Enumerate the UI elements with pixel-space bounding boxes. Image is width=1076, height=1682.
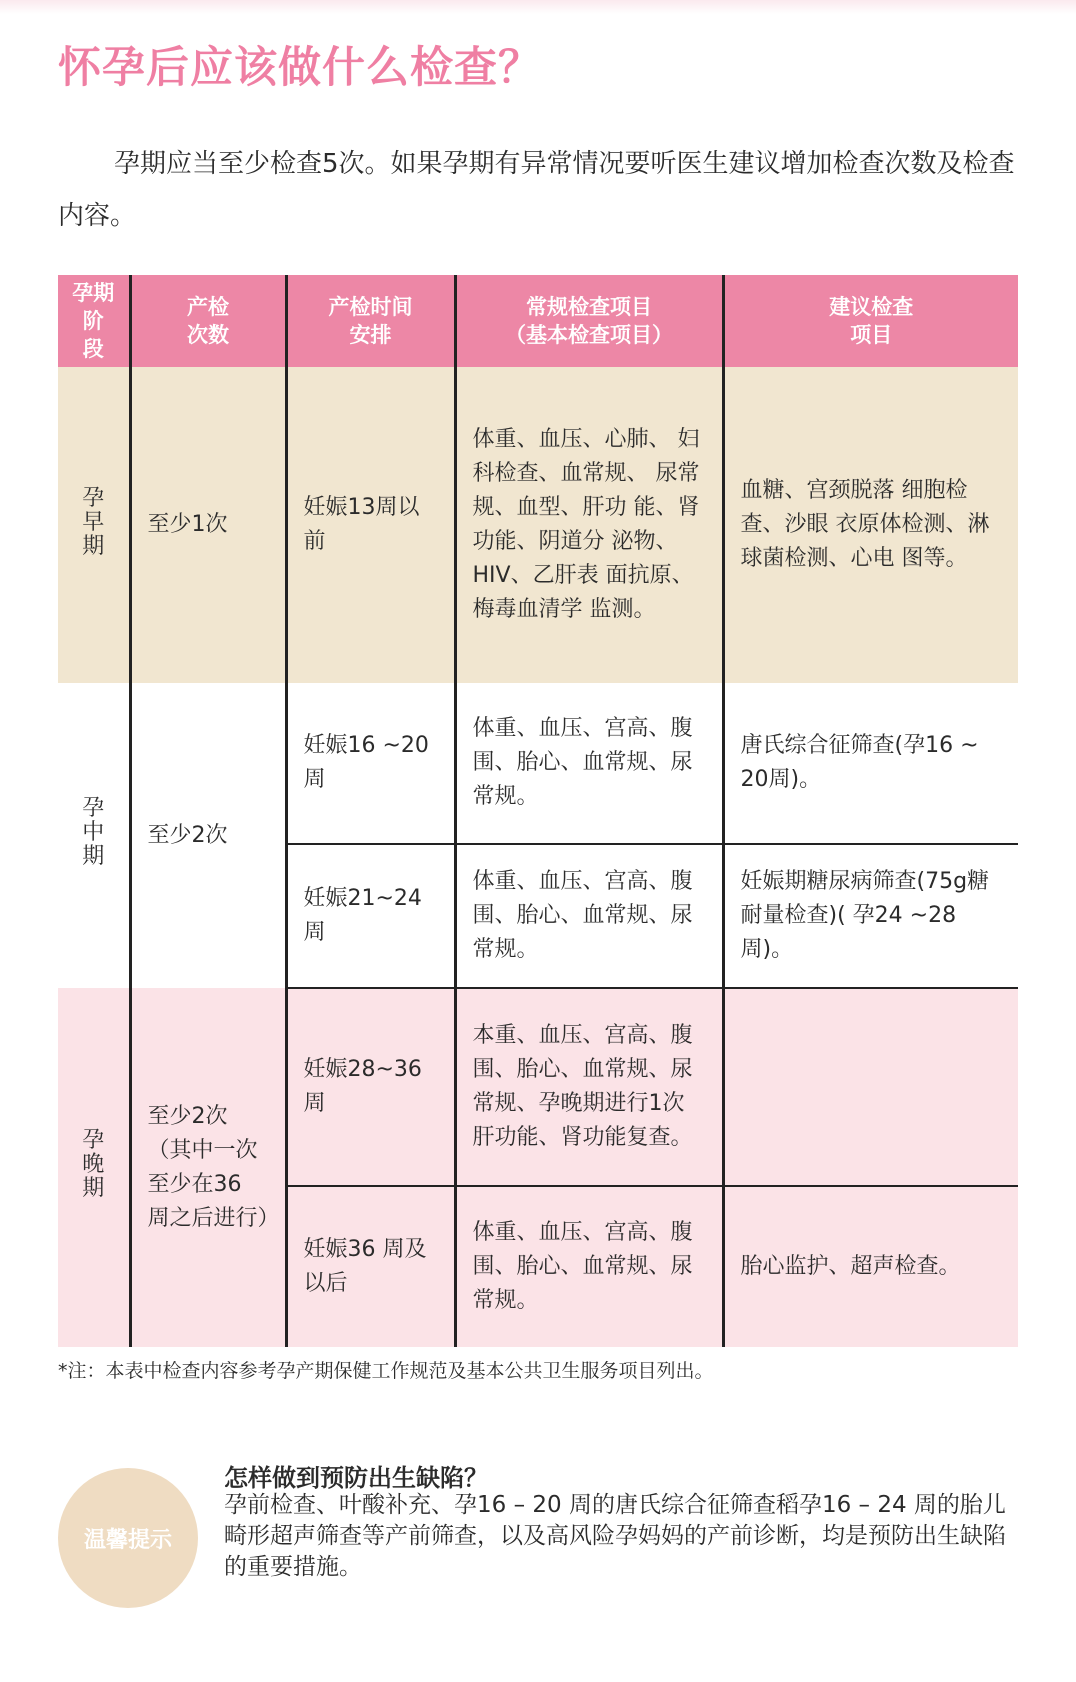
cell-count-late: 至少2次（其中一次至少在36 周之后进行） [130, 988, 286, 1347]
header-stage: 孕期阶 段 [58, 275, 130, 367]
top-decoration-strip [0, 0, 1076, 14]
cell-stage-late: 孕晚期 [58, 988, 130, 1347]
cell-time-late-2: 妊娠36 周及以后 [286, 1186, 455, 1347]
tip-badge [58, 1468, 198, 1608]
header-suggested: 建议检查 项目 [723, 275, 1018, 367]
prenatal-exam-table [58, 275, 1018, 1347]
header-count: 产检 次数 [130, 275, 286, 367]
cell-suggested-mid-2: 妊娠期糖尿病筛查(75g糖耐量检查)( 孕24 ~28周)。 [723, 844, 1018, 988]
cell-routine-mid-1: 体重、血压、宫高、腹围、胎心、血常规、尿常规。 [455, 683, 723, 844]
cell-suggested-early: 血糖、宫颈脱落 细胞检查、沙眼 衣原体检测、淋 球菌检测、心电 图等。 [723, 367, 1018, 683]
cell-count-mid: 至少2次 [130, 683, 286, 988]
cell-time-late-1: 妊娠28~36 周 [286, 988, 455, 1186]
cell-routine-early: 体重、血压、心肺、 妇科检查、血常规、 尿常规、血型、肝功 能、肾功能、阴道分 泌物、HIV、乙肝表 面抗原、梅毒血清学 监测。 [455, 367, 723, 683]
header-time: 产检时间 安排 [286, 275, 455, 367]
table-row-early [58, 367, 1018, 683]
cell-suggested-mid-1: 唐氏综合征筛查(孕16 ~ 20周)。 [723, 683, 1018, 844]
table-row-mid-1 [58, 683, 1018, 844]
cell-count-early: 至少1次 [130, 367, 286, 683]
cell-suggested-late-2: 胎心监护、超声检查。 [723, 1186, 1018, 1347]
cell-stage-mid: 孕中期 [58, 683, 130, 988]
cell-suggested-late-1 [723, 988, 1018, 1186]
header-routine: 常规检查项目 （基本检查项目） [455, 275, 723, 367]
cell-time-mid-2: 妊娠21~24 周 [286, 844, 455, 988]
cell-routine-late-2: 体重、血压、宫高、腹围、胎心、血常规、尿常规。 [455, 1186, 723, 1347]
cell-routine-mid-2: 体重、血压、宫高、腹围、胎心、血常规、尿常规。 [455, 844, 723, 988]
tip-body: 孕前检查、叶酸补充、孕16 – 20 周的唐氏综合征筛查稻孕16 – 24 周的胎儿畸形超声筛查等产前筛查，以及高风险孕妈妈的产前诊断，均是预防出生缺陷的重要措施。 [224, 1492, 1006, 1580]
cell-routine-late-1: 本重、血压、宫高、腹围、胎心、血常规、尿常规、孕晚期进行1次肝功能、肾功能复查。 [455, 988, 723, 1186]
table-row-late-1 [58, 988, 1018, 1186]
tip-badge-label: 温馨提示 [83, 1527, 172, 1553]
tip-heading: 怎样做到预防出生缺陷？ [224, 1464, 488, 1492]
intro-paragraph: 孕期应当至少检查5次。如果孕期有异常情况要听医生建议增加检查次数及检查内容。 [58, 149, 1015, 231]
table-footnote: *注：本表中检查内容参考孕产期保健工作规范及基本公共卫生服务项目列出。 [58, 1360, 714, 1382]
cell-stage-early: 孕早期 [58, 367, 130, 683]
cell-time-early: 妊娠13周以前 [286, 367, 455, 683]
page-title: 怀孕后应该做什么检查？ [58, 43, 542, 93]
table-header-row [58, 275, 1018, 367]
cell-time-mid-1: 妊娠16 ~20周 [286, 683, 455, 844]
